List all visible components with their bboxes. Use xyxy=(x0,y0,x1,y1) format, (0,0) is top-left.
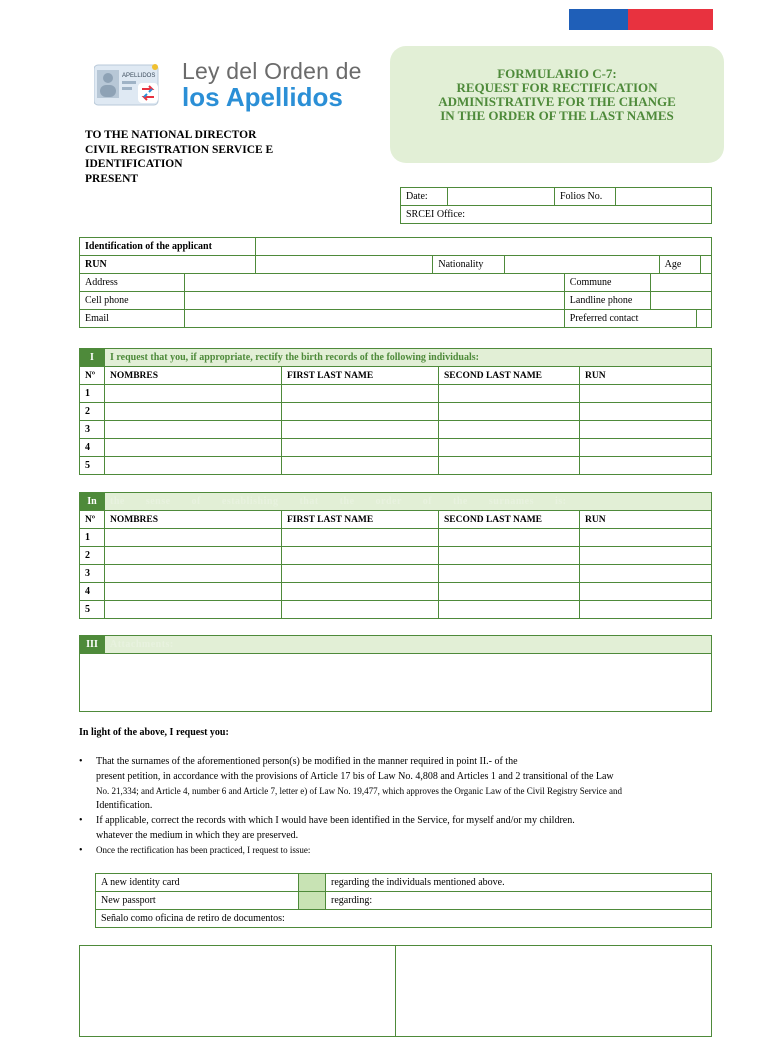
table-row xyxy=(80,385,712,403)
landline-label: Landline phone xyxy=(564,292,650,310)
second-last-name-cell[interactable] xyxy=(439,439,580,457)
applicant-table xyxy=(79,237,712,274)
table-row xyxy=(80,529,712,547)
request-bullet-1-line1: That the surnames of the aforementioned person(s) be modified in the manner required in point II.- of the xyxy=(96,756,518,767)
table-row xyxy=(80,601,712,619)
passport-note[interactable]: regarding: xyxy=(326,892,712,910)
card-label: APELLIDOS xyxy=(122,73,156,79)
nombres-cell[interactable] xyxy=(105,583,282,601)
signature-box-right[interactable] xyxy=(396,946,712,1037)
nationality-field[interactable] xyxy=(505,256,659,274)
cell-phone-label: Cell phone xyxy=(80,292,185,310)
section-1-table xyxy=(79,348,712,475)
issue-table xyxy=(95,873,712,928)
table-row xyxy=(80,565,712,583)
run-cell[interactable] xyxy=(580,583,712,601)
first-last-name-cell[interactable] xyxy=(282,565,439,583)
second-last-name-cell[interactable] xyxy=(439,529,580,547)
run-cell[interactable] xyxy=(580,421,712,439)
bullet-3: • xyxy=(79,845,83,856)
col-second-last-name: SECOND LAST NAME xyxy=(439,367,580,385)
first-last-name-cell[interactable] xyxy=(282,457,439,475)
second-last-name-cell[interactable] xyxy=(439,601,580,619)
nationality-label: Nationality xyxy=(433,256,505,274)
request-bullet-1 xyxy=(96,755,622,813)
second-last-name-cell[interactable] xyxy=(439,547,580,565)
attachments-field[interactable] xyxy=(80,654,712,712)
table-row xyxy=(80,403,712,421)
section-2-number: In xyxy=(80,493,105,511)
first-last-name-cell[interactable] xyxy=(282,547,439,565)
bullet-2: • xyxy=(79,815,83,826)
addressee-line3: IDENTIFICATION xyxy=(85,158,183,170)
table-row xyxy=(80,421,712,439)
col-nombres: NOMBRES xyxy=(105,367,282,385)
second-last-name-cell[interactable] xyxy=(439,403,580,421)
request-bullet-2-line1: If applicable, correct the records with which I would have been identified in the Service, for myself and/or my children. xyxy=(96,815,575,826)
id-card-checkbox[interactable] xyxy=(299,874,326,892)
pickup-office-label[interactable]: Señalo como oficina de retiro de documentos: xyxy=(96,910,712,928)
form-title-line4: IN THE ORDER OF THE LAST NAMES xyxy=(440,108,674,123)
nombres-cell[interactable] xyxy=(105,601,282,619)
nombres-cell[interactable] xyxy=(105,565,282,583)
addressee-line1: TO THE NATIONAL DIRECTOR xyxy=(85,129,257,141)
age-field[interactable] xyxy=(701,256,712,274)
logo-title-line2: los Apellidos xyxy=(182,82,343,112)
row-number: 2 xyxy=(80,403,105,421)
request-heading: In light of the above, I request you: xyxy=(79,727,229,738)
first-last-name-cell[interactable] xyxy=(282,385,439,403)
flag-blue-bar xyxy=(569,9,628,30)
nombres-cell[interactable] xyxy=(105,421,282,439)
request-bullet-3: Once the rectification has been practiced, I request to issue: xyxy=(96,845,311,855)
bullet-1: • xyxy=(79,756,83,767)
row-number: 2 xyxy=(80,547,105,565)
request-bullet-1-line4: Identification. xyxy=(96,799,153,811)
folios-label: Folios No. xyxy=(555,188,616,206)
srcei-office-label: SRCEI Office: xyxy=(401,206,712,224)
row-number: 3 xyxy=(80,565,105,583)
run-label: RUN xyxy=(80,256,256,274)
cell-phone-field[interactable] xyxy=(185,292,565,310)
date-label: Date: xyxy=(401,188,448,206)
form-title-line2: REQUEST FOR RECTIFICATION xyxy=(456,80,658,95)
request-bullet-2 xyxy=(96,814,575,843)
address-label: Address xyxy=(80,274,185,292)
flag-red-bar xyxy=(628,9,713,30)
col-number: Nº xyxy=(80,367,105,385)
section-1-number: I xyxy=(80,349,105,367)
table-row xyxy=(80,439,712,457)
nombres-cell[interactable] xyxy=(105,457,282,475)
signature-table xyxy=(79,945,712,1037)
landline-field[interactable] xyxy=(650,292,711,310)
row-number: 4 xyxy=(80,439,105,457)
run-cell[interactable] xyxy=(580,457,712,475)
commune-field[interactable] xyxy=(650,274,711,292)
commune-label: Commune xyxy=(564,274,650,292)
row-number: 4 xyxy=(80,583,105,601)
run-cell[interactable] xyxy=(580,547,712,565)
run-cell[interactable] xyxy=(580,403,712,421)
col-run: RUN xyxy=(580,367,712,385)
preferred-contact-label: Preferred contact xyxy=(564,310,696,328)
nombres-cell[interactable] xyxy=(105,439,282,457)
form-title-line1: FORMULARIO C-7: xyxy=(497,66,617,81)
first-last-name-cell[interactable] xyxy=(282,403,439,421)
table-row xyxy=(80,547,712,565)
run-cell[interactable] xyxy=(580,385,712,403)
table-row xyxy=(80,457,712,475)
section-1-title: I request that you, if appropriate, rectify the birth records of the following individuals: xyxy=(105,349,712,367)
request-bullet-1-line2: present petition, in accordance with the provisions of Article 17 bis of Law No. 4,808 and Articles 1 and 2 transitional of the Law xyxy=(96,770,614,782)
form-title-box xyxy=(390,46,724,163)
address-field[interactable] xyxy=(185,274,565,292)
form-title-line3: ADMINISTRATIVE FOR THE CHANGE xyxy=(438,94,676,109)
form-title xyxy=(390,67,724,123)
office-box xyxy=(400,187,712,224)
id-card-label: A new identity card xyxy=(96,874,299,892)
date-field[interactable] xyxy=(448,188,555,206)
second-last-name-cell[interactable] xyxy=(439,457,580,475)
age-label: Age xyxy=(659,256,700,274)
preferred-contact-field[interactable] xyxy=(696,310,711,328)
section-3-title: Attachments: xyxy=(105,636,712,654)
applicant-header: Identification of the applicant xyxy=(80,238,256,256)
request-bullet-1-line3: No. 21,334; and Article 4, number 6 and Article 7, letter e) of Law No. 19,477, which approves the Organic Law of the Civil Registry Service and xyxy=(96,786,622,796)
second-last-name-cell[interactable] xyxy=(439,565,580,583)
second-last-name-cell[interactable] xyxy=(439,385,580,403)
run-cell[interactable] xyxy=(580,565,712,583)
section-3-table xyxy=(79,635,712,712)
nombres-cell[interactable] xyxy=(105,403,282,421)
row-number: 5 xyxy=(80,601,105,619)
passport-label: New passport xyxy=(96,892,299,910)
run-cell[interactable] xyxy=(580,601,712,619)
col-run: RUN xyxy=(580,511,712,529)
applicant-header-field[interactable] xyxy=(255,238,711,256)
first-last-name-cell[interactable] xyxy=(282,583,439,601)
first-last-name-cell[interactable] xyxy=(282,439,439,457)
col-number: Nº xyxy=(80,511,105,529)
email-field[interactable] xyxy=(185,310,565,328)
addressee-line4: PRESENT xyxy=(85,172,139,185)
logo xyxy=(92,58,362,114)
first-last-name-cell[interactable] xyxy=(282,421,439,439)
applicant-contact-table xyxy=(79,273,712,328)
id-card-logo-icon xyxy=(94,61,162,107)
addressee-line2: CIVIL REGISTRATION SERVICE E xyxy=(85,143,274,156)
passport-checkbox[interactable] xyxy=(299,892,326,910)
col-second-last-name: SECOND LAST NAME xyxy=(439,511,580,529)
nombres-cell[interactable] xyxy=(105,529,282,547)
section-3-number: III xyxy=(80,636,105,654)
col-first-last-name: FIRST LAST NAME xyxy=(282,367,439,385)
col-nombres: NOMBRES xyxy=(105,511,282,529)
table-row xyxy=(80,583,712,601)
addressee-block xyxy=(85,128,273,186)
row-number: 5 xyxy=(80,457,105,475)
row-number: 1 xyxy=(80,529,105,547)
col-first-last-name: FIRST LAST NAME xyxy=(282,511,439,529)
row-number: 3 xyxy=(80,421,105,439)
email-label: Email xyxy=(80,310,185,328)
request-bullet-2-line2: whatever the medium in which they are preserved. xyxy=(96,829,299,841)
run-cell[interactable] xyxy=(580,529,712,547)
logo-title-line1: Ley del Orden de xyxy=(182,58,362,84)
run-field[interactable] xyxy=(255,256,433,274)
section-2-table xyxy=(79,492,712,619)
section-2-title: the sense of establishing that the order of the surnames is: xyxy=(105,493,712,511)
id-card-note: regarding the individuals mentioned above. xyxy=(326,874,712,892)
second-last-name-cell[interactable] xyxy=(439,583,580,601)
row-number: 1 xyxy=(80,385,105,403)
first-last-name-cell[interactable] xyxy=(282,601,439,619)
folios-field[interactable] xyxy=(616,188,712,206)
signature-box-left[interactable] xyxy=(80,946,396,1037)
first-last-name-cell[interactable] xyxy=(282,529,439,547)
nombres-cell[interactable] xyxy=(105,547,282,565)
run-cell[interactable] xyxy=(580,439,712,457)
nombres-cell[interactable] xyxy=(105,385,282,403)
second-last-name-cell[interactable] xyxy=(439,421,580,439)
